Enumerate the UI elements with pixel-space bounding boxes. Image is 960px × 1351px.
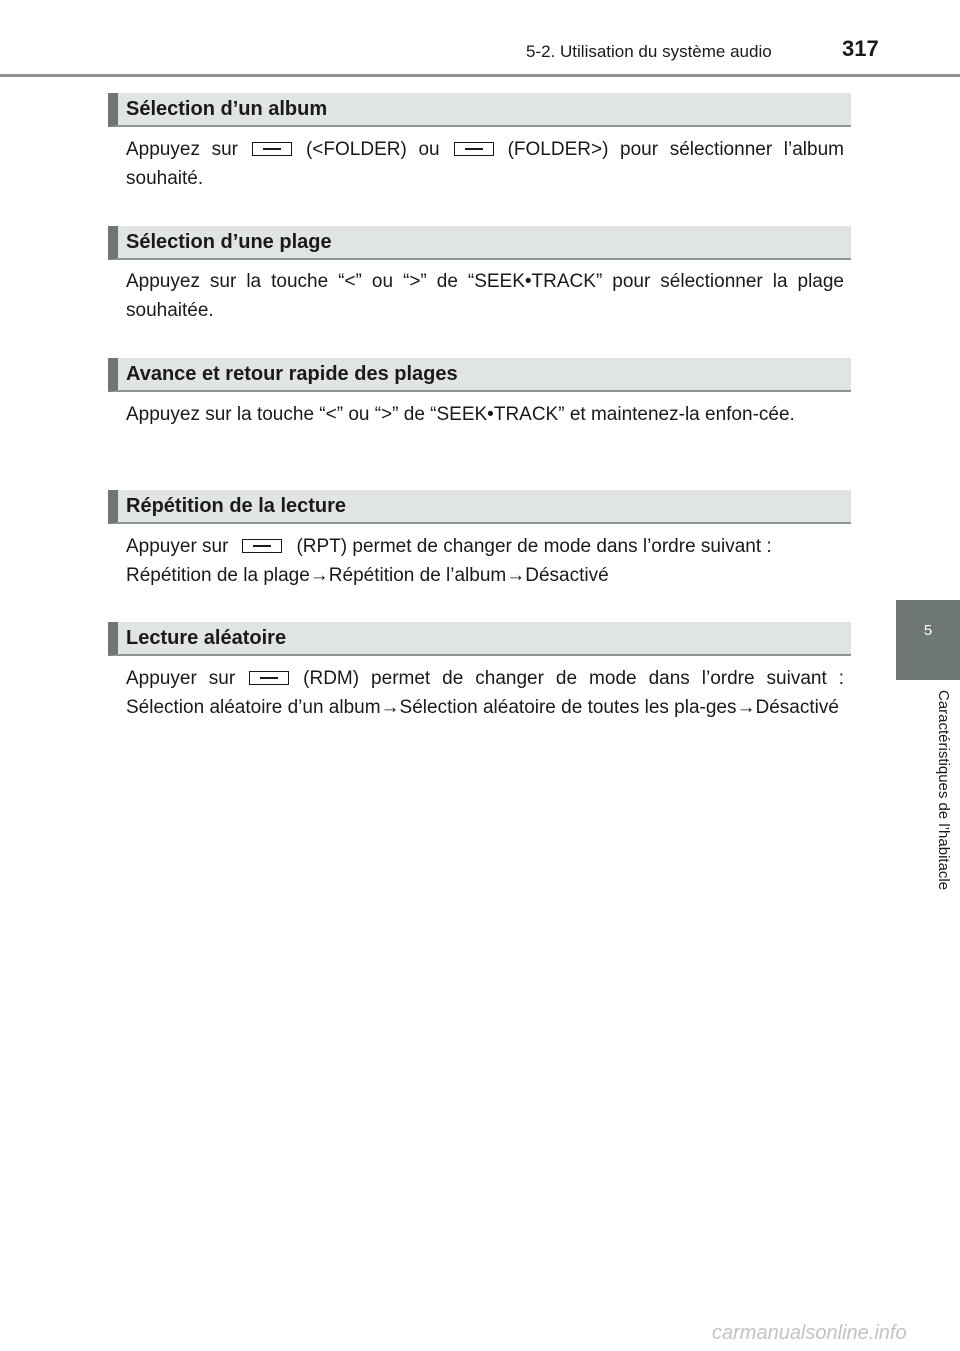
section-heading	[108, 93, 851, 127]
page-number: 317	[842, 36, 879, 61]
section-heading-title: Lecture aléatoire	[126, 627, 287, 649]
chapter-number: 5	[923, 622, 933, 639]
section-heading-title: Avance et retour rapide des plages	[126, 363, 458, 385]
body-text: Appuyez sur	[126, 139, 238, 160]
button-icon	[252, 142, 292, 156]
section-body: Appuyez sur la touche “<” ou “>” de “SEEK•TRACK” pour sélectionner la plage souhaitée.	[126, 271, 844, 321]
body-text: (RDM) permet de changer de mode dans l’ordre suivant : Sélection aléatoire d’un album→Sélection aléatoire de toutes les pla-ges→Désactivé	[126, 668, 844, 718]
section-heading-title: Sélection d’un album	[126, 98, 328, 120]
chapter-tab	[896, 600, 960, 680]
section-body: Appuyez sur la touche “<” ou “>” de “SEEK•TRACK” et maintenez-la enfon-cée.	[126, 404, 795, 425]
body-text: (FOLDER>) pour sélectionner l’album souhaité.	[126, 139, 844, 189]
body-text: (RPT) permet de changer de mode dans l’ordre suivant : Répétition de la plage→Répétition de l’album→Désactivé	[126, 536, 772, 586]
watermark: carmanualsonline.info	[712, 1322, 907, 1344]
body-text: Appuyer sur	[126, 668, 236, 689]
section-heading-title: Répétition de la lecture	[126, 495, 347, 517]
chapter-title: Caractéristiques de l’habitacle	[935, 690, 952, 891]
section-heading	[108, 490, 851, 524]
body-text: (<FOLDER) ou	[305, 139, 440, 160]
section-heading	[108, 226, 851, 260]
button-icon	[249, 671, 289, 685]
body-text: Appuyer sur	[126, 536, 229, 557]
section-body	[126, 135, 844, 193]
header-rule	[0, 74, 960, 77]
section-body	[126, 664, 844, 722]
section-heading	[108, 358, 851, 392]
section-reference: 5-2. Utilisation du système audio	[526, 42, 772, 61]
section-heading	[108, 622, 851, 656]
section-heading-title: Sélection d’une plage	[126, 231, 332, 253]
button-icon	[242, 539, 282, 553]
button-icon	[454, 142, 494, 156]
section-body	[126, 532, 844, 590]
